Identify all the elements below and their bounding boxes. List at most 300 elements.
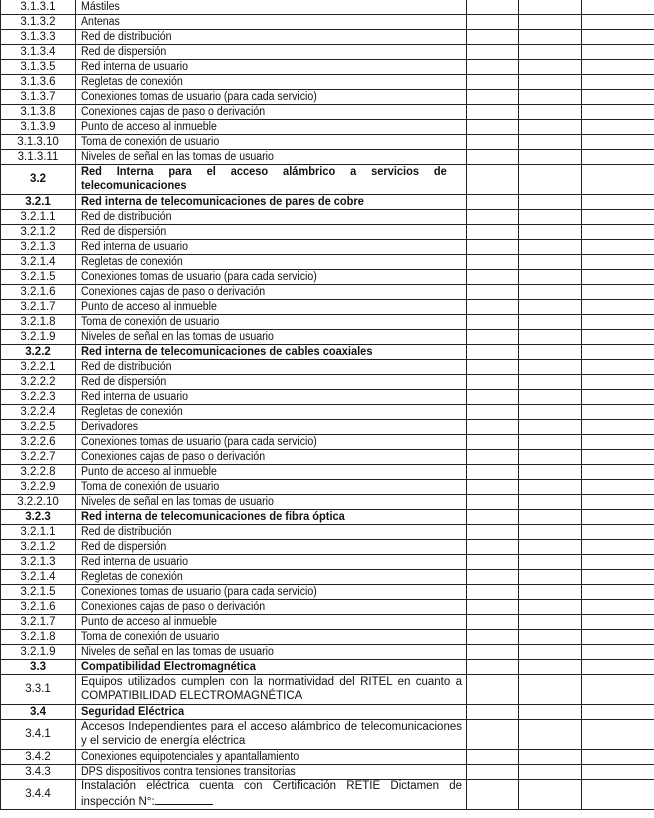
check-cell-2[interactable] [519, 240, 582, 255]
check-cell-1[interactable] [467, 255, 519, 270]
item-code: 3.2.2.2 [1, 375, 76, 390]
item-code: 3.2.1.8 [1, 630, 76, 645]
check-cell-3[interactable] [582, 630, 654, 645]
check-cell-2[interactable] [519, 330, 582, 345]
checklist-row [1, 525, 654, 540]
check-cell-3[interactable] [582, 585, 654, 600]
item-description-text: Red de dispersión [81, 225, 167, 238]
check-cell-1[interactable] [467, 210, 519, 225]
check-cell-2[interactable] [519, 165, 582, 195]
section-header-row [1, 165, 654, 195]
item-code: 3.2.1.1 [1, 525, 76, 540]
item-code: 3.1.3.5 [1, 60, 76, 75]
checklist-row [1, 330, 654, 345]
check-cell-2[interactable] [519, 720, 582, 750]
check-cell-3[interactable] [582, 360, 654, 375]
item-description-text: Punto de acceso al inmueble [81, 615, 217, 628]
item-description [76, 60, 467, 75]
item-code: 3.2.1.7 [1, 615, 76, 630]
item-description [76, 330, 467, 345]
check-cell-2[interactable] [519, 345, 582, 360]
check-cell-3[interactable] [582, 780, 654, 810]
item-code: 3.2.1.4 [1, 570, 76, 585]
check-cell-3[interactable] [582, 315, 654, 330]
check-cell-2[interactable] [519, 0, 582, 15]
item-description-text: Conexiones cajas de paso o derivación [81, 450, 266, 463]
check-cell-1[interactable] [467, 240, 519, 255]
item-description [76, 615, 467, 630]
item-code: 3.4.1 [1, 720, 76, 750]
item-code: 3.2 [1, 165, 76, 195]
check-cell-3[interactable] [582, 255, 654, 270]
item-description [76, 195, 467, 210]
check-cell-1[interactable] [467, 90, 519, 105]
item-description-text: Mástiles [81, 0, 120, 13]
checklist-row [1, 105, 654, 120]
item-code: 3.2.2.9 [1, 480, 76, 495]
check-cell-3[interactable] [582, 15, 654, 30]
check-cell-1[interactable] [467, 390, 519, 405]
check-cell-2[interactable] [519, 495, 582, 510]
item-code: 3.1.3.1 [1, 0, 76, 15]
check-cell-3[interactable] [582, 660, 654, 675]
item-description [76, 375, 467, 390]
check-cell-1[interactable] [467, 495, 519, 510]
check-cell-1[interactable] [467, 600, 519, 615]
item-code: 3.2.1.3 [1, 555, 76, 570]
item-code: 3.2.1.6 [1, 285, 76, 300]
item-description-text: Conexiones cajas de paso o derivación [81, 600, 266, 613]
item-code: 3.1.3.8 [1, 105, 76, 120]
item-code: 3.2.1 [1, 195, 76, 210]
item-description-text: Red interna de telecomunicaciones de pares de cobre [81, 195, 364, 208]
item-code: 3.2.2.7 [1, 450, 76, 465]
item-description-text: Seguridad Eléctrica [81, 705, 185, 718]
check-cell-1[interactable] [467, 720, 519, 750]
check-cell-3[interactable] [582, 90, 654, 105]
check-cell-3[interactable] [582, 450, 654, 465]
checklist-row [1, 600, 654, 615]
item-description-text: Conexiones cajas de paso o derivación [81, 105, 266, 118]
section-header-row [1, 705, 654, 720]
check-cell-3[interactable] [582, 270, 654, 285]
check-cell-1[interactable] [467, 315, 519, 330]
check-cell-3[interactable] [582, 150, 654, 165]
check-cell-3[interactable] [582, 345, 654, 360]
check-cell-1[interactable] [467, 75, 519, 90]
checklist-row [1, 270, 654, 285]
item-description [76, 585, 467, 600]
checklist-row [1, 765, 654, 780]
check-cell-2[interactable] [519, 525, 582, 540]
check-cell-1[interactable] [467, 360, 519, 375]
check-cell-2[interactable] [519, 270, 582, 285]
check-cell-1[interactable] [467, 750, 519, 765]
checklist-row [1, 555, 654, 570]
item-description-text: Red interna de telecomunicaciones de cables coaxiales [81, 345, 373, 358]
item-code: 3.2.1.5 [1, 270, 76, 285]
check-cell-1[interactable] [467, 465, 519, 480]
item-description [76, 240, 467, 255]
check-cell-1[interactable] [467, 555, 519, 570]
item-description [76, 525, 467, 540]
check-cell-1[interactable] [467, 225, 519, 240]
checklist-body [1, 0, 654, 810]
check-cell-3[interactable] [582, 495, 654, 510]
check-cell-3[interactable] [582, 555, 654, 570]
checklist-row [1, 135, 654, 150]
check-cell-1[interactable] [467, 165, 519, 195]
check-cell-1[interactable] [467, 60, 519, 75]
check-cell-2[interactable] [519, 510, 582, 525]
checklist-row [1, 75, 654, 90]
item-description [76, 0, 467, 15]
check-cell-2[interactable] [519, 255, 582, 270]
item-description-text: Regletas de conexión [81, 75, 183, 88]
checklist-row [1, 60, 654, 75]
check-cell-3[interactable] [582, 705, 654, 720]
item-code: 3.2.2.1 [1, 360, 76, 375]
check-cell-3[interactable] [582, 375, 654, 390]
item-description-text: Regletas de conexión [81, 405, 183, 418]
check-cell-1[interactable] [467, 120, 519, 135]
checklist-row [1, 225, 654, 240]
check-cell-2[interactable] [519, 585, 582, 600]
item-description-text: Conexiones cajas de paso o derivación [81, 285, 266, 298]
item-code: 3.4.4 [1, 780, 76, 810]
check-cell-1[interactable] [467, 540, 519, 555]
item-code: 3.2.3 [1, 510, 76, 525]
check-cell-2[interactable] [519, 90, 582, 105]
item-description-text: Red interna de usuario [81, 555, 189, 568]
item-description [76, 765, 467, 780]
checklist-row [1, 210, 654, 225]
checklist-row [1, 405, 654, 420]
item-description [76, 780, 467, 810]
check-cell-2[interactable] [519, 120, 582, 135]
checklist-row [1, 240, 654, 255]
item-description-text: Red interna de usuario [81, 390, 189, 403]
check-cell-1[interactable] [467, 450, 519, 465]
check-cell-3[interactable] [582, 465, 654, 480]
check-cell-1[interactable] [467, 630, 519, 645]
checklist-row [1, 315, 654, 330]
check-cell-3[interactable] [582, 285, 654, 300]
check-cell-1[interactable] [467, 570, 519, 585]
item-description-text: Conexiones tomas de usuario (para cada servicio) [81, 270, 317, 283]
check-cell-3[interactable] [582, 750, 654, 765]
check-cell-2[interactable] [519, 765, 582, 780]
item-code: 3.2.1.5 [1, 585, 76, 600]
checklist-row [1, 375, 654, 390]
checklist-row [1, 540, 654, 555]
section-header-row [1, 510, 654, 525]
item-description [76, 480, 467, 495]
check-cell-3[interactable] [582, 435, 654, 450]
check-cell-2[interactable] [519, 405, 582, 420]
check-cell-3[interactable] [582, 300, 654, 315]
check-cell-2[interactable] [519, 780, 582, 810]
check-cell-1[interactable] [467, 15, 519, 30]
check-cell-2[interactable] [519, 480, 582, 495]
checklist-row [1, 150, 654, 165]
check-cell-2[interactable] [519, 675, 582, 705]
check-cell-1[interactable] [467, 765, 519, 780]
checklist-row [1, 585, 654, 600]
check-cell-3[interactable] [582, 480, 654, 495]
item-description-text: Niveles de señal en las tomas de usuario [81, 150, 274, 163]
check-cell-2[interactable] [519, 75, 582, 90]
check-cell-2[interactable] [519, 375, 582, 390]
check-cell-3[interactable] [582, 765, 654, 780]
check-cell-3[interactable] [582, 75, 654, 90]
check-cell-2[interactable] [519, 750, 582, 765]
check-cell-1[interactable] [467, 510, 519, 525]
item-code: 3.2.1.9 [1, 645, 76, 660]
check-cell-2[interactable] [519, 660, 582, 675]
check-cell-1[interactable] [467, 645, 519, 660]
check-cell-3[interactable] [582, 510, 654, 525]
item-description-text: Punto de acceso al inmueble [81, 120, 217, 133]
checklist-row [1, 435, 654, 450]
checklist-row [1, 285, 654, 300]
checklist-row [1, 120, 654, 135]
check-cell-2[interactable] [519, 195, 582, 210]
check-cell-3[interactable] [582, 135, 654, 150]
checklist-row [1, 300, 654, 315]
check-cell-3[interactable] [582, 45, 654, 60]
check-cell-1[interactable] [467, 480, 519, 495]
check-cell-3[interactable] [582, 600, 654, 615]
check-cell-2[interactable] [519, 15, 582, 30]
check-cell-3[interactable] [582, 645, 654, 660]
item-code: 3.2.2.3 [1, 390, 76, 405]
item-description-text: Niveles de señal en las tomas de usuario [81, 645, 274, 658]
item-code: 3.2.1.1 [1, 210, 76, 225]
item-code: 3.4 [1, 705, 76, 720]
check-cell-1[interactable] [467, 780, 519, 810]
check-cell-2[interactable] [519, 450, 582, 465]
checklist-row [1, 450, 654, 465]
item-code: 3.3 [1, 660, 76, 675]
item-description-text: Toma de conexión de usuario [81, 480, 220, 493]
item-code: 3.2.2.5 [1, 420, 76, 435]
check-cell-2[interactable] [519, 420, 582, 435]
item-code: 3.3.1 [1, 675, 76, 705]
check-cell-1[interactable] [467, 105, 519, 120]
check-cell-3[interactable] [582, 570, 654, 585]
item-code: 3.2.2.8 [1, 465, 76, 480]
check-cell-2[interactable] [519, 225, 582, 240]
check-cell-1[interactable] [467, 45, 519, 60]
item-code: 3.2.1.2 [1, 540, 76, 555]
check-cell-3[interactable] [582, 720, 654, 750]
item-description [76, 135, 467, 150]
check-cell-3[interactable] [582, 30, 654, 45]
item-description [76, 360, 467, 375]
item-code: 3.1.3.2 [1, 15, 76, 30]
item-description [76, 15, 467, 30]
item-description [76, 315, 467, 330]
check-cell-2[interactable] [519, 45, 582, 60]
item-description [76, 660, 467, 675]
check-cell-2[interactable] [519, 300, 582, 315]
item-description-text: Red de distribución [81, 360, 172, 373]
inspection-number-field[interactable] [155, 794, 213, 805]
item-description-text: Niveles de señal en las tomas de usuario [81, 330, 274, 343]
item-code: 3.1.3.10 [1, 135, 76, 150]
item-description-text: Toma de conexión de usuario [81, 630, 220, 643]
item-code: 3.2.1.9 [1, 330, 76, 345]
check-cell-1[interactable] [467, 705, 519, 720]
check-cell-2[interactable] [519, 315, 582, 330]
item-description [76, 495, 467, 510]
item-description-text: Conexiones equipotenciales y apantallamiento [81, 750, 300, 763]
checklist-row [1, 570, 654, 585]
check-cell-3[interactable] [582, 615, 654, 630]
item-description-text: Toma de conexión de usuario [81, 135, 220, 148]
check-cell-1[interactable] [467, 435, 519, 450]
item-code: 3.2.2.4 [1, 405, 76, 420]
check-cell-2[interactable] [519, 135, 582, 150]
check-cell-3[interactable] [582, 195, 654, 210]
item-code: 3.2.1.2 [1, 225, 76, 240]
check-cell-2[interactable] [519, 30, 582, 45]
item-description [76, 45, 467, 60]
item-description-text: Punto de acceso al inmueble [81, 300, 217, 313]
item-description-text: Red de dispersión [81, 540, 167, 553]
item-description-text: Accesos Independientes para el acceso alámbrico de telecomunicaciones y el servicio de energía eléctrica [81, 721, 462, 747]
check-cell-1[interactable] [467, 300, 519, 315]
check-cell-1[interactable] [467, 270, 519, 285]
check-cell-3[interactable] [582, 105, 654, 120]
item-description-text: Equipos utilizados cumplen con la normatividad del RITEL en cuanto a COMPATIBILIDAD ELECTROMAGNÉTICA [81, 676, 462, 702]
item-description [76, 390, 467, 405]
check-cell-3[interactable] [582, 405, 654, 420]
item-description-text: Conexiones tomas de usuario (para cada servicio) [81, 585, 317, 598]
item-description-text: Conexiones tomas de usuario (para cada servicio) [81, 435, 317, 448]
check-cell-2[interactable] [519, 390, 582, 405]
check-cell-1[interactable] [467, 345, 519, 360]
check-cell-2[interactable] [519, 600, 582, 615]
item-description [76, 285, 467, 300]
check-cell-1[interactable] [467, 30, 519, 45]
item-description-text: Red de distribución [81, 30, 172, 43]
check-cell-2[interactable] [519, 465, 582, 480]
checklist-row [1, 675, 654, 705]
item-description [76, 600, 467, 615]
check-cell-2[interactable] [519, 630, 582, 645]
check-cell-2[interactable] [519, 105, 582, 120]
checklist-row [1, 360, 654, 375]
check-cell-2[interactable] [519, 150, 582, 165]
item-description [76, 75, 467, 90]
check-cell-2[interactable] [519, 555, 582, 570]
check-cell-3[interactable] [582, 675, 654, 705]
check-cell-3[interactable] [582, 210, 654, 225]
check-cell-1[interactable] [467, 195, 519, 210]
check-cell-3[interactable] [582, 225, 654, 240]
item-code: 3.2.2.6 [1, 435, 76, 450]
check-cell-3[interactable] [582, 120, 654, 135]
checklist-row [1, 390, 654, 405]
check-cell-1[interactable] [467, 525, 519, 540]
check-cell-1[interactable] [467, 585, 519, 600]
check-cell-1[interactable] [467, 615, 519, 630]
item-code: 3.1.3.11 [1, 150, 76, 165]
item-description-text: Red interna de usuario [81, 240, 189, 253]
check-cell-3[interactable] [582, 165, 654, 195]
section-header-row [1, 660, 654, 675]
check-cell-2[interactable] [519, 210, 582, 225]
check-cell-2[interactable] [519, 570, 582, 585]
check-cell-1[interactable] [467, 285, 519, 300]
checklist-row [1, 0, 654, 15]
check-cell-3[interactable] [582, 0, 654, 15]
item-description [76, 465, 467, 480]
check-cell-1[interactable] [467, 660, 519, 675]
item-description [76, 705, 467, 720]
item-description-text: Red interna de usuario [81, 60, 189, 73]
item-description [76, 555, 467, 570]
check-cell-1[interactable] [467, 150, 519, 165]
checklist-row [1, 465, 654, 480]
check-cell-3[interactable] [582, 540, 654, 555]
item-description [76, 675, 467, 705]
check-cell-2[interactable] [519, 435, 582, 450]
check-cell-1[interactable] [467, 0, 519, 15]
item-code: 3.1.3.3 [1, 30, 76, 45]
check-cell-3[interactable] [582, 330, 654, 345]
item-description [76, 120, 467, 135]
item-description-text: Red de dispersión [81, 375, 167, 388]
item-description [76, 540, 467, 555]
check-cell-1[interactable] [467, 330, 519, 345]
check-cell-2[interactable] [519, 60, 582, 75]
check-cell-3[interactable] [582, 60, 654, 75]
check-cell-2[interactable] [519, 360, 582, 375]
item-description-text: Red de distribución [81, 525, 172, 538]
item-description-text: Conexiones tomas de usuario (para cada servicio) [81, 90, 317, 103]
check-cell-1[interactable] [467, 675, 519, 705]
item-code: 3.1.3.4 [1, 45, 76, 60]
check-cell-1[interactable] [467, 420, 519, 435]
item-description-text: DPS dispositivos contra tensiones transitorias [81, 765, 296, 778]
check-cell-2[interactable] [519, 285, 582, 300]
check-cell-3[interactable] [582, 240, 654, 255]
check-cell-2[interactable] [519, 705, 582, 720]
item-code: 3.2.2 [1, 345, 76, 360]
check-cell-3[interactable] [582, 390, 654, 405]
check-cell-1[interactable] [467, 375, 519, 390]
check-cell-1[interactable] [467, 135, 519, 150]
checklist-row [1, 90, 654, 105]
check-cell-2[interactable] [519, 645, 582, 660]
item-description-text: Compatibilidad Electromagnética [81, 660, 256, 673]
item-description-text: Instalación eléctrica cuenta con Certificación RETIE Dictamen de inspección N°: [81, 780, 462, 808]
check-cell-2[interactable] [519, 540, 582, 555]
check-cell-2[interactable] [519, 615, 582, 630]
checklist-row [1, 480, 654, 495]
checklist-row [1, 420, 654, 435]
item-description [76, 435, 467, 450]
check-cell-3[interactable] [582, 420, 654, 435]
checklist-row [1, 15, 654, 30]
check-cell-3[interactable] [582, 525, 654, 540]
item-description-text: Red interna de telecomunicaciones de fibra óptica [81, 510, 345, 523]
checklist-row [1, 720, 654, 750]
check-cell-1[interactable] [467, 405, 519, 420]
